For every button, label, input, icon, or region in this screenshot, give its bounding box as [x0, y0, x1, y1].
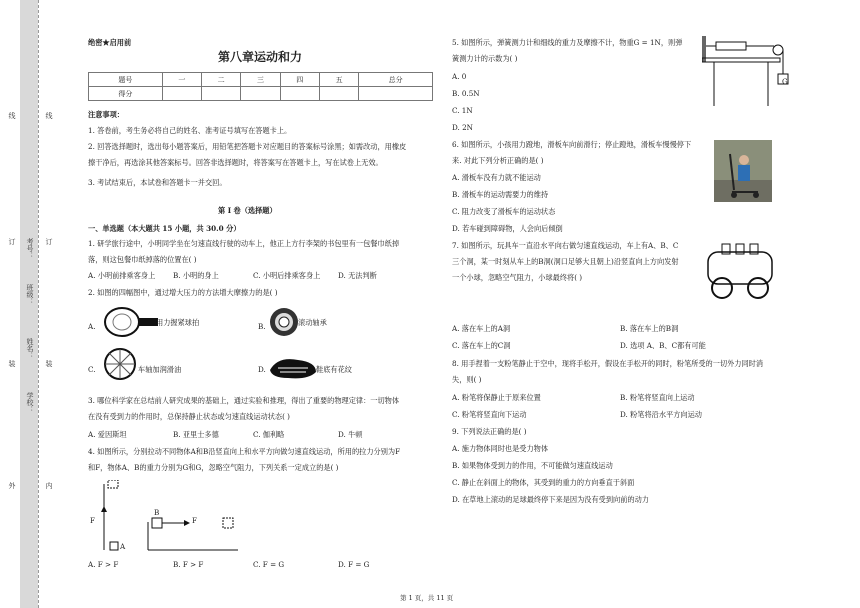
outer-label-fix: 装 [8, 360, 16, 367]
q6-option[interactable]: B. 滑板车的运动需要力的维持 [452, 190, 549, 199]
score-cell: 题号 [89, 73, 163, 87]
field-school: 学校： [26, 392, 34, 413]
score-cell [202, 87, 241, 101]
q4-figure [88, 480, 248, 552]
q8-option[interactable]: A. 粉笔将保静止于原来位置 [452, 393, 541, 402]
q4-fig-label: F [192, 516, 197, 525]
note-item: 擦干净后，再选涂其他答案标号。回答非选择题时，将答案写在答题卡上，写在试卷上无效。 [88, 158, 383, 167]
q3-text: 3. 哪位科学家在总结前人研究成果的基础上，通过实验和推理，得出了重要的物理定律：一切物体 [88, 396, 400, 405]
note-item: 3. 考试结束后，本试卷和答题卡一并交回。 [88, 178, 227, 187]
q1-option[interactable]: D. 无法判断 [338, 271, 377, 280]
inner-label-line: 线 [45, 112, 53, 119]
q5-option[interactable]: D. 2N [452, 123, 473, 132]
score-cell: 二 [202, 73, 241, 87]
inner-label-fix: 装 [45, 360, 53, 367]
notes-heading: 注意事项： [88, 110, 124, 119]
secret-label: 绝密★启用前 [88, 38, 132, 47]
score-cell [162, 87, 201, 101]
q3-option[interactable]: D. 牛顿 [338, 430, 363, 439]
q4-option[interactable]: C. F = G [253, 560, 285, 569]
page-title: 第八章运动和力 [218, 50, 303, 64]
inner-label-bind: 订 [45, 238, 53, 245]
outer-label-bind: 订 [8, 238, 16, 245]
q5-text: 簧测力计的示数为( ) [452, 54, 518, 63]
q8-text: 失，则( ) [452, 375, 482, 384]
q2-caption: 滚动轴承 [298, 318, 327, 327]
q6-text: 来. 对此下列分析正确的是( ) [452, 156, 544, 165]
bike-wheel-icon [100, 347, 142, 381]
scooter-photo [714, 140, 772, 202]
binding-inner-strip [38, 0, 59, 608]
q8-option[interactable]: D. 粉笔将沿水平方向运动 [620, 410, 702, 419]
q5-text: 5. 如图所示，弹簧测力计和细线的重力及摩擦不计，物重G = 1N，则弹 [452, 38, 683, 47]
page-footer: 第 1 页，共 11 页 [400, 594, 454, 602]
q2-text: 2. 如图的四幅图中，通过增大压力的方法增大摩擦力的是( ) [88, 288, 278, 297]
q2-option-letter[interactable]: C. [88, 365, 96, 374]
q6-option[interactable]: A. 滑板车没有力就不能运动 [452, 173, 541, 182]
q7-option[interactable]: D. 选项 A、B、C都有可能 [620, 341, 706, 350]
score-table [88, 72, 433, 101]
note-item: 2. 回答选择题时，选出每小题答案后，用铅笔把答题卡对应题目的答案标号涂黑；如需改动，用橡皮 [88, 142, 407, 151]
racket-icon [102, 304, 160, 340]
q2-option-letter[interactable]: B. [258, 322, 266, 331]
q6-option[interactable]: D. 若车碰到障碍物，人会向后倾倒 [452, 224, 563, 233]
shoe-sole-icon [268, 352, 318, 382]
score-cell: 三 [241, 73, 280, 87]
q2-caption: 车轴加润滑油 [138, 365, 182, 374]
q6-text: 6. 如图所示，小孩用力蹬地，滑板车向前滑行；停止蹬地，滑板车慢慢停下 [452, 140, 692, 149]
q2-caption: 用力握紧球拍 [156, 318, 200, 327]
q5-option[interactable]: C. 1N [452, 106, 473, 115]
score-cell [359, 87, 433, 101]
q4-option[interactable]: D. F = G [338, 560, 370, 569]
bearing-icon [268, 306, 300, 338]
q4-fig-label: B [154, 508, 160, 517]
score-cell [241, 87, 280, 101]
q5-option[interactable]: A. 0 [452, 72, 467, 81]
q1-option[interactable]: B. 小明的身上 [173, 271, 219, 280]
volume-heading: 第 I 卷（选择题） [218, 206, 277, 215]
q1-text: 1. 研学旅行途中，小明同学坐在匀速直线行驶的动车上，他正上方行李架的书包里有一包餐巾纸掉 [88, 239, 400, 248]
field-class: 班级： [26, 284, 34, 305]
q5-fig-label: G [782, 77, 788, 86]
q1-text: 落，则这包餐巾纸掉落的位置在( ) [88, 255, 197, 264]
q6-option[interactable]: C. 阻力改变了滑板车的运动状态 [452, 207, 556, 216]
q7-text: 7. 如图所示，玩具车一直沿水平向右做匀速直线运动，车上有A、B、C [452, 241, 679, 250]
q3-option[interactable]: C. 伽利略 [253, 430, 285, 439]
note-item: 1. 答卷前，考生务必将自己的姓名、准考证号填写在答题卡上。 [88, 126, 292, 135]
inner-label-in: 内 [45, 482, 53, 489]
score-cell [319, 87, 358, 101]
q4-option[interactable]: A. F > F [88, 560, 119, 569]
score-cell: 五 [319, 73, 358, 87]
q7-option[interactable]: A. 落在车上的A洞 [452, 324, 511, 333]
q3-option[interactable]: B. 亚里士多德 [173, 430, 219, 439]
part-heading: 一、单选题（本大题共 15 小题，共 30.0 分） [88, 224, 241, 233]
q3-text: 在没有受到力的作用时，总保持静止状态或匀速直线运动状态( ) [88, 412, 290, 421]
q8-option[interactable]: C. 粉笔将竖直向下运动 [452, 410, 527, 419]
q7-text: 一个小球，忽略空气阻力，小球最终将( ) [452, 273, 583, 282]
score-cell: 得分 [89, 87, 163, 101]
field-name: 姓名： [26, 338, 34, 359]
q3-option[interactable]: A. 爱因斯坦 [88, 430, 127, 439]
q9-option[interactable]: B. 如果物体受到力的作用，不可能做匀速直线运动 [452, 461, 613, 470]
q2-option-letter[interactable]: D. [258, 365, 266, 374]
q4-text: 4. 如图所示，分别拉动不同物体A和B沿竖直向上和水平方向做匀速直线运动，所用的拉力分别为F [88, 447, 401, 456]
q8-option[interactable]: B. 粉笔将竖直向上运动 [620, 393, 695, 402]
binding-outer-strip [0, 0, 21, 608]
q8-text: 8. 用手捏着一支粉笔静止于空中，现将手松开，假设在手松开的同时，粉笔所受的一切外力同时消 [452, 359, 764, 368]
score-cell [280, 87, 319, 101]
q9-option[interactable]: D. 在草地上滚动的足球最终停下来是因为没有受到向前的动力 [452, 495, 649, 504]
q7-option[interactable]: B. 落在车上的B洞 [620, 324, 679, 333]
q4-fig-label: A [120, 542, 126, 551]
q2-option-letter[interactable]: A. [88, 322, 96, 331]
q1-option[interactable]: A. 小明前排乘客身上 [88, 271, 156, 280]
q5-option[interactable]: B. 0.5N [452, 89, 480, 98]
q7-option[interactable]: C. 落在车上的C洞 [452, 341, 511, 350]
q4-option[interactable]: B. F > F [173, 560, 204, 569]
spring-scale-figure [702, 34, 792, 108]
outer-label-out: 外 [8, 482, 16, 489]
q2-caption: 鞋底有花纹 [316, 365, 352, 374]
q1-option[interactable]: C. 小明后排乘客身上 [253, 271, 321, 280]
q9-text: 9. 下列说法正确的是( ) [452, 427, 527, 436]
outer-label-line: 线 [8, 112, 16, 119]
score-cell: 一 [162, 73, 201, 87]
q7-text: 三个洞，某一时刻从车上的B洞(洞口足够大且朝上)沿竖直向上方向发射 [452, 257, 679, 266]
q9-option[interactable]: C. 静止在斜面上的物体，其受到的重力的方向垂直于斜面 [452, 478, 635, 487]
score-cell: 总分 [359, 73, 433, 87]
q4-fig-label: F [90, 516, 95, 525]
q4-text: 和F，物体A、B的重力分别为G和G，忽略空气阻力，下列关系一定成立的是( ) [88, 463, 339, 472]
toy-car-figure [704, 238, 776, 302]
score-cell: 四 [280, 73, 319, 87]
q9-option[interactable]: A. 施力物体同时也是受力物体 [452, 444, 549, 453]
field-number: 考号： [26, 238, 34, 259]
